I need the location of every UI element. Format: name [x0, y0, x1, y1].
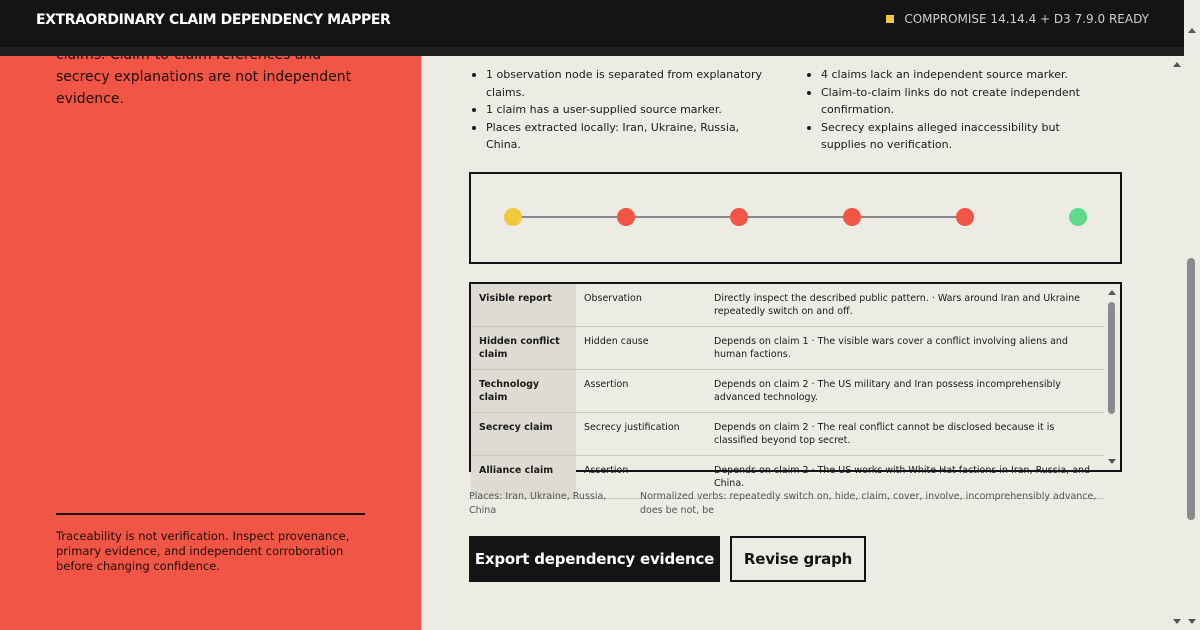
claim-detail-cell: Depends on claim 2 · The real conflict cannot be disclosed because it is classified beyond top secret. [706, 413, 1104, 456]
list-item: 4 claims lack an independent source marker. [804, 66, 1104, 84]
claim-detail-cell: Depends on claim 2 · The US works with White Hat factions in Iran, Russia, and China. [706, 456, 1104, 499]
table-row[interactable] [471, 413, 1104, 456]
top-bar-shadow [0, 47, 1184, 56]
top-bar [0, 0, 1184, 47]
scroll-down-icon[interactable] [1188, 619, 1196, 624]
status-dot-icon [886, 15, 894, 23]
claim-type-cell: Assertion [576, 370, 706, 413]
scroll-up-icon[interactable] [1108, 290, 1116, 295]
revise-button[interactable]: Revise graph [730, 536, 866, 582]
list-item: Claim-to-claim links do not create independent confirmation. [804, 84, 1104, 119]
scroll-up-icon[interactable] [1188, 28, 1196, 33]
export-button[interactable]: Export dependency evidence [469, 536, 720, 582]
scroll-thumb[interactable] [1187, 258, 1195, 520]
table-row[interactable] [471, 327, 1104, 370]
claim-type-cell: Secrecy justification [576, 413, 706, 456]
traceability-note: Traceability is not verification. Inspect provenance, primary evidence, and independent corroboration before changing confidence. [56, 529, 350, 573]
table-scrollbar[interactable] [1104, 284, 1120, 470]
verbs-label: Normalized verbs: repeatedly switch on, hide, claim, cover, involve, incomprehensibly advance, does be not, be [640, 491, 1097, 516]
status-text: COMPROMISE 14.14.4 + D3 7.9.0 READY [904, 12, 1149, 26]
scroll-thumb[interactable] [1108, 302, 1115, 414]
status-indicator [886, 12, 1149, 26]
summary-list-right [804, 66, 1104, 154]
claim-type-cell: Observation [576, 284, 706, 327]
graph-node[interactable] [504, 208, 522, 226]
graph-node[interactable] [1069, 208, 1087, 226]
graph-node[interactable] [730, 208, 748, 226]
graph-node[interactable] [617, 208, 635, 226]
graph-canvas[interactable] [471, 174, 1120, 262]
graph-node[interactable] [956, 208, 974, 226]
claim-detail-cell: Directly inspect the described public pattern. · Wars around Iran and Ukraine repeatedly switch on and off. [706, 284, 1104, 327]
window-scrollbar[interactable] [1184, 0, 1200, 630]
divider [56, 513, 365, 515]
claim-name-cell: Visible report [471, 284, 576, 327]
panel-scrollbar[interactable] [1170, 56, 1184, 630]
places-label: Places: Iran, Ukraine, Russia, China [469, 491, 607, 516]
claim-type-cell: Hidden cause [576, 327, 706, 370]
table-row[interactable] [471, 370, 1104, 413]
list-item: Secrecy explains alleged inaccessibility but supplies no verification. [804, 119, 1104, 154]
graph-node[interactable] [843, 208, 861, 226]
claim-name-cell: Alliance claim [471, 456, 576, 499]
scroll-up-icon[interactable] [1173, 62, 1181, 67]
app-title: EXTRAORDINARY CLAIM DEPENDENCY MAPPER [36, 12, 391, 28]
claim-name-cell: Secrecy claim [471, 413, 576, 456]
table-row[interactable] [471, 284, 1104, 327]
list-item: 1 claim has a user-supplied source marker. [469, 101, 774, 119]
claim-detail-cell: Depends on claim 1 · The visible wars cover a conflict involving aliens and human factions. [706, 327, 1104, 370]
dependency-graph[interactable] [469, 172, 1122, 264]
claims-table[interactable] [469, 282, 1122, 489]
claim-name-cell: Hidden conflict claim [471, 327, 576, 370]
intro-text: secrecy explanations are not independent evidence. [56, 69, 352, 107]
left-panel [0, 56, 421, 630]
scroll-down-icon[interactable] [1108, 459, 1116, 464]
claim-name-cell: Technology claim [471, 370, 576, 413]
list-item: Places extracted locally: Iran, Ukraine, Russia, China. [469, 119, 774, 154]
scroll-down-icon[interactable] [1173, 619, 1181, 624]
claim-detail-cell: Depends on claim 2 · The US military and Iran possess incomprehensibly advanced technology. [706, 370, 1104, 413]
main-panel [421, 56, 1170, 630]
claim-type-cell: Assertion [576, 456, 706, 499]
list-item: 1 observation node is separated from explanatory claims. [469, 66, 774, 101]
summary-list-left [469, 66, 774, 154]
